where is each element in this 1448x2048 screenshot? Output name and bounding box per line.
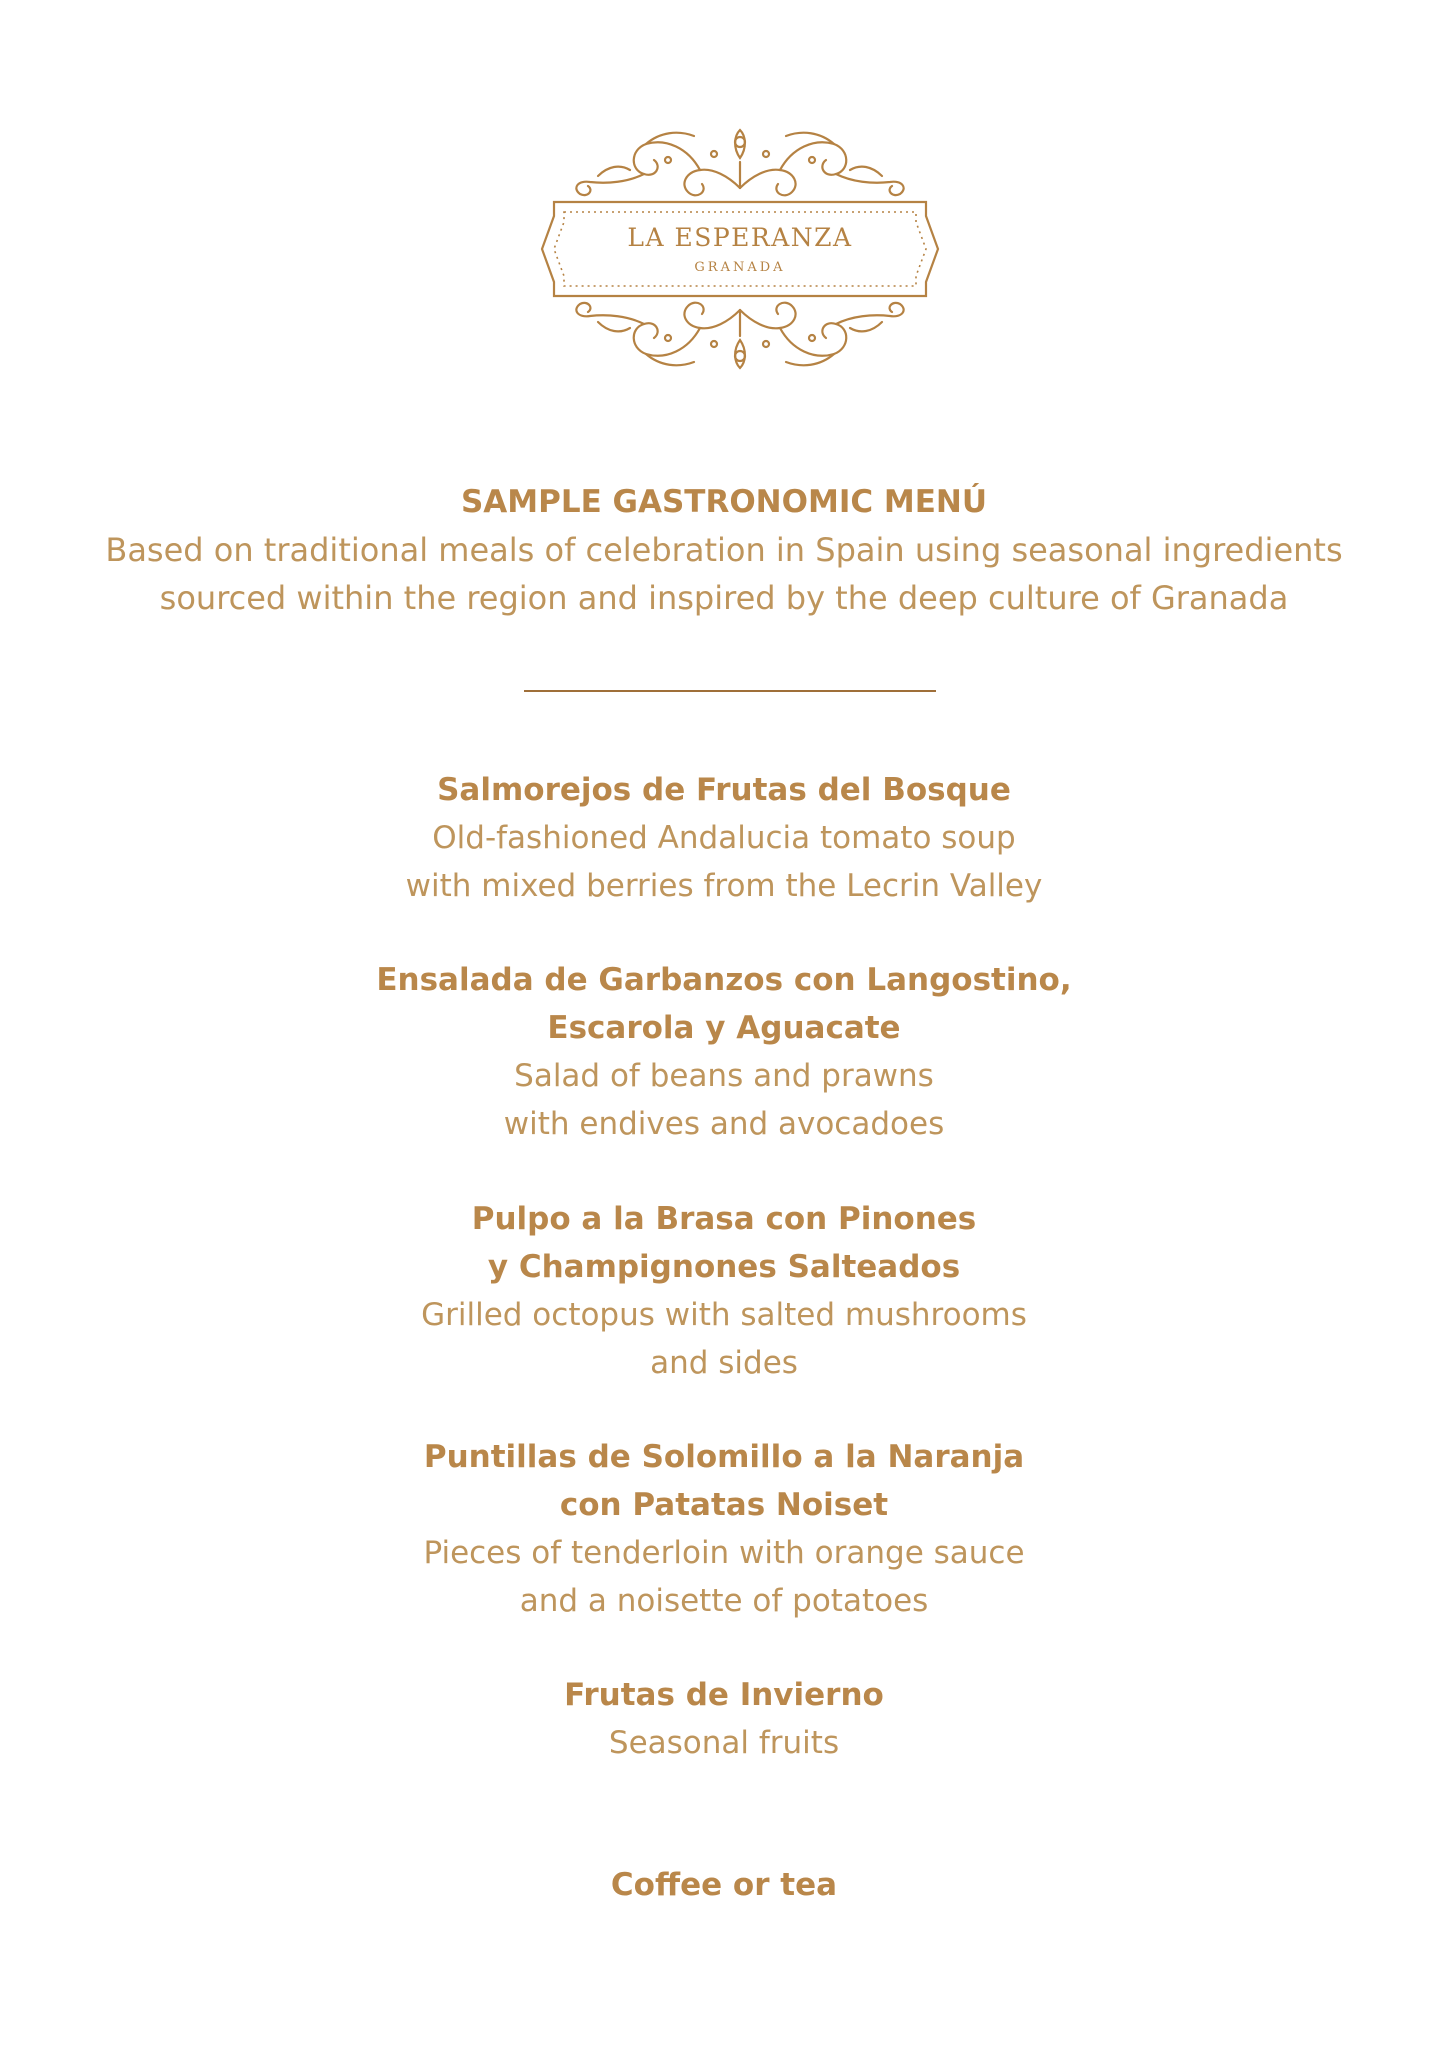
logo-name: LA ESPERANZA	[627, 223, 853, 252]
dish-name	[0, 1671, 1448, 1719]
dish-name-line: Salmorejos de Frutas del Bosque	[437, 772, 1011, 808]
dish-description	[0, 1529, 1448, 1625]
menu-title: SAMPLE GASTRONOMIC MENÚ	[460, 484, 988, 520]
dish-description-line: Pieces of tenderloin with orange sauce	[423, 1535, 1025, 1571]
dish-description-line: Salad of beans and prawns	[514, 1058, 934, 1094]
dish-name	[0, 1433, 1448, 1529]
dish-description	[0, 1052, 1448, 1148]
dish-name-line: Escarola y Aguacate	[547, 1010, 901, 1046]
course-item	[0, 766, 1448, 910]
logo-city: GRANADA	[694, 260, 786, 275]
dish-description	[0, 1291, 1448, 1387]
course-item	[0, 1433, 1448, 1625]
restaurant-logo	[538, 118, 942, 380]
closing-text: Coffee or tea	[610, 1867, 838, 1903]
menu-intro	[0, 478, 1448, 622]
dish-name	[0, 766, 1448, 814]
divider	[524, 690, 936, 692]
dish-description	[0, 814, 1448, 910]
subtitle-line: sourced within the region and inspired by the deep culture of Granada	[159, 579, 1289, 617]
dish-name-line: Pulpo a la Brasa con Pinones	[471, 1201, 977, 1237]
dish-name-line: con Patatas Noiset	[559, 1487, 889, 1523]
course-item	[0, 1671, 1448, 1767]
dish-name	[0, 956, 1448, 1052]
dish-name-line: y Champignones Salteados	[487, 1249, 961, 1285]
closing-item	[0, 1861, 1448, 1909]
course-item	[0, 956, 1448, 1148]
dish-description-line: Old-fashioned Andalucia tomato soup	[432, 820, 1016, 856]
dish-description-line: with endives and avocadoes	[503, 1106, 945, 1142]
dish-description-line: and sides	[650, 1345, 798, 1381]
dish-description	[0, 1719, 1448, 1767]
subtitle-line: Based on traditional meals of celebration in Spain using seasonal ingredients	[105, 531, 1343, 569]
menu-subtitle	[0, 526, 1448, 622]
dish-name	[0, 1195, 1448, 1291]
dish-name-line: Ensalada de Garbanzos con Langostino,	[376, 962, 1072, 998]
course-item	[0, 1195, 1448, 1387]
dish-description-line: Grilled octopus with salted mushrooms	[421, 1297, 1027, 1333]
dish-description-line: with mixed berries from the Lecrin Valley	[405, 868, 1043, 904]
dish-description-line: Seasonal fruits	[608, 1725, 840, 1761]
ornament-frame-icon	[538, 118, 942, 380]
dish-description-line: and a noisette of potatoes	[519, 1583, 929, 1619]
dish-name-line: Puntillas de Solomillo a la Naranja	[423, 1439, 1025, 1475]
dish-name-line: Frutas de Invierno	[564, 1677, 884, 1713]
